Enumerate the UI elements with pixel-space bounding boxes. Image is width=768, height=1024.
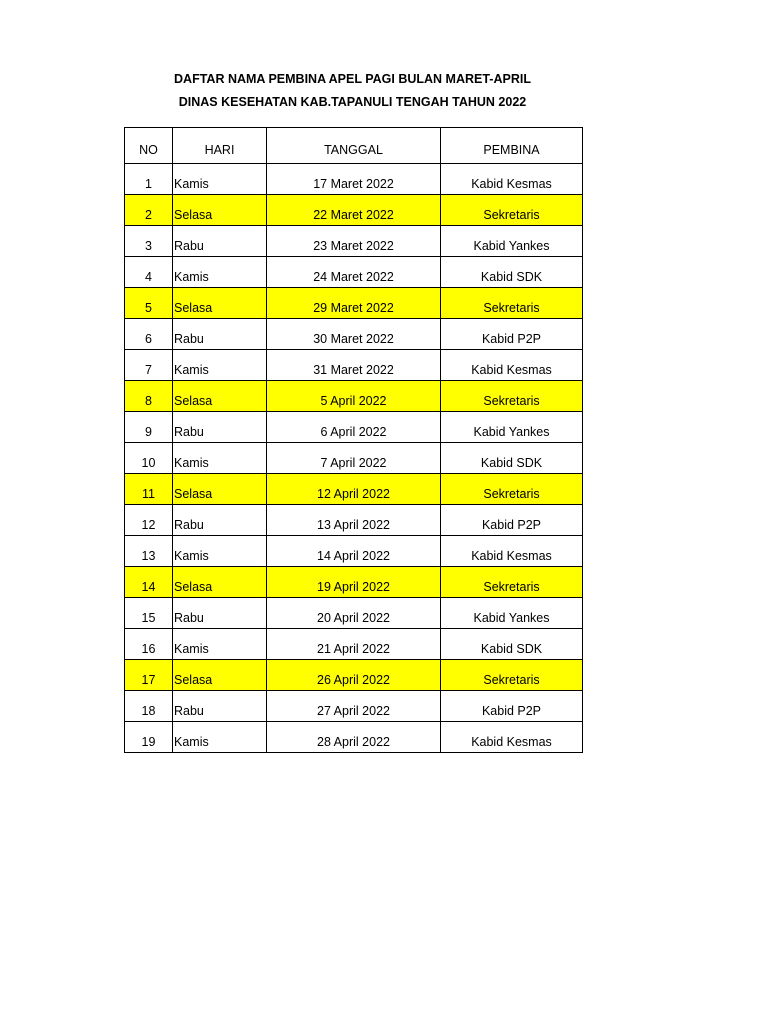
cell-hari: Kamis bbox=[173, 164, 267, 195]
cell-tanggal: 5 April 2022 bbox=[267, 381, 441, 412]
cell-no: 3 bbox=[125, 226, 173, 257]
cell-pembina: Kabid SDK bbox=[441, 443, 583, 474]
cell-no: 11 bbox=[125, 474, 173, 505]
cell-no: 19 bbox=[125, 722, 173, 753]
cell-hari: Selasa bbox=[173, 474, 267, 505]
cell-hari: Kamis bbox=[173, 443, 267, 474]
cell-hari: Selasa bbox=[173, 288, 267, 319]
cell-no: 9 bbox=[125, 412, 173, 443]
cell-pembina: Kabid SDK bbox=[441, 629, 583, 660]
cell-no: 12 bbox=[125, 505, 173, 536]
cell-pembina: Sekretaris bbox=[441, 195, 583, 226]
cell-no: 16 bbox=[125, 629, 173, 660]
cell-no: 8 bbox=[125, 381, 173, 412]
table-row bbox=[125, 381, 583, 412]
cell-no: 5 bbox=[125, 288, 173, 319]
cell-hari: Rabu bbox=[173, 226, 267, 257]
table-row bbox=[125, 443, 583, 474]
table-row bbox=[125, 474, 583, 505]
title-line-2: DINAS KESEHATAN KAB.TAPANULI TENGAH TAHUN 2022 bbox=[178, 95, 527, 109]
cell-no: 1 bbox=[125, 164, 173, 195]
cell-pembina: Sekretaris bbox=[441, 288, 583, 319]
table-row bbox=[125, 288, 583, 319]
cell-hari: Rabu bbox=[173, 319, 267, 350]
cell-hari: Selasa bbox=[173, 195, 267, 226]
cell-tanggal: 26 April 2022 bbox=[267, 660, 441, 691]
cell-tanggal: 7 April 2022 bbox=[267, 443, 441, 474]
cell-tanggal: 23 Maret 2022 bbox=[267, 226, 441, 257]
cell-pembina: Kabid P2P bbox=[441, 691, 583, 722]
cell-no: 7 bbox=[125, 350, 173, 381]
cell-hari: Rabu bbox=[173, 691, 267, 722]
cell-no: 14 bbox=[125, 567, 173, 598]
cell-no: 2 bbox=[125, 195, 173, 226]
cell-no: 15 bbox=[125, 598, 173, 629]
table-row bbox=[125, 660, 583, 691]
table-row bbox=[125, 319, 583, 350]
cell-pembina: Kabid Yankes bbox=[441, 226, 583, 257]
cell-hari: Selasa bbox=[173, 567, 267, 598]
table-body bbox=[125, 164, 583, 753]
table-row bbox=[125, 350, 583, 381]
cell-pembina: Kabid Kesmas bbox=[441, 164, 583, 195]
header-hari: HARI bbox=[173, 128, 267, 164]
table-row bbox=[125, 598, 583, 629]
cell-tanggal: 30 Maret 2022 bbox=[267, 319, 441, 350]
header-tanggal: TANGGAL bbox=[267, 128, 441, 164]
cell-tanggal: 6 April 2022 bbox=[267, 412, 441, 443]
cell-tanggal: 19 April 2022 bbox=[267, 567, 441, 598]
cell-tanggal: 14 April 2022 bbox=[267, 536, 441, 567]
cell-tanggal: 12 April 2022 bbox=[267, 474, 441, 505]
cell-hari: Rabu bbox=[173, 505, 267, 536]
cell-hari: Kamis bbox=[173, 536, 267, 567]
cell-tanggal: 31 Maret 2022 bbox=[267, 350, 441, 381]
table-row bbox=[125, 505, 583, 536]
cell-hari: Kamis bbox=[173, 257, 267, 288]
table-row bbox=[125, 412, 583, 443]
cell-pembina: Kabid Kesmas bbox=[441, 722, 583, 753]
cell-tanggal: 17 Maret 2022 bbox=[267, 164, 441, 195]
table-row bbox=[125, 567, 583, 598]
cell-pembina: Sekretaris bbox=[441, 474, 583, 505]
cell-no: 13 bbox=[125, 536, 173, 567]
cell-no: 10 bbox=[125, 443, 173, 474]
cell-hari: Kamis bbox=[173, 722, 267, 753]
cell-pembina: Kabid SDK bbox=[441, 257, 583, 288]
cell-hari: Selasa bbox=[173, 660, 267, 691]
table-row bbox=[125, 195, 583, 226]
cell-pembina: Kabid Kesmas bbox=[441, 350, 583, 381]
table-row bbox=[125, 722, 583, 753]
cell-pembina: Kabid Yankes bbox=[441, 412, 583, 443]
table-row bbox=[125, 691, 583, 722]
cell-no: 17 bbox=[125, 660, 173, 691]
table-row bbox=[125, 257, 583, 288]
header-no: NO bbox=[125, 128, 173, 164]
cell-hari: Rabu bbox=[173, 598, 267, 629]
cell-pembina: Sekretaris bbox=[441, 567, 583, 598]
cell-hari: Kamis bbox=[173, 350, 267, 381]
header-pembina: PEMBINA bbox=[441, 128, 583, 164]
cell-no: 6 bbox=[125, 319, 173, 350]
cell-tanggal: 22 Maret 2022 bbox=[267, 195, 441, 226]
cell-tanggal: 21 April 2022 bbox=[267, 629, 441, 660]
cell-hari: Selasa bbox=[173, 381, 267, 412]
title-line-1: DAFTAR NAMA PEMBINA APEL PAGI BULAN MARET-APRIL bbox=[174, 72, 531, 86]
table-row bbox=[125, 164, 583, 195]
table-row bbox=[125, 629, 583, 660]
cell-hari: Kamis bbox=[173, 629, 267, 660]
cell-tanggal: 29 Maret 2022 bbox=[267, 288, 441, 319]
cell-hari: Rabu bbox=[173, 412, 267, 443]
cell-no: 18 bbox=[125, 691, 173, 722]
table-row bbox=[125, 536, 583, 567]
cell-no: 4 bbox=[125, 257, 173, 288]
cell-pembina: Sekretaris bbox=[441, 660, 583, 691]
cell-pembina: Kabid P2P bbox=[441, 319, 583, 350]
cell-tanggal: 27 April 2022 bbox=[267, 691, 441, 722]
cell-tanggal: 20 April 2022 bbox=[267, 598, 441, 629]
cell-tanggal: 28 April 2022 bbox=[267, 722, 441, 753]
cell-pembina: Kabid P2P bbox=[441, 505, 583, 536]
cell-pembina: Sekretaris bbox=[441, 381, 583, 412]
cell-tanggal: 13 April 2022 bbox=[267, 505, 441, 536]
schedule-table bbox=[124, 127, 583, 753]
document-title bbox=[124, 68, 581, 114]
cell-pembina: Kabid Yankes bbox=[441, 598, 583, 629]
cell-tanggal: 24 Maret 2022 bbox=[267, 257, 441, 288]
cell-pembina: Kabid Kesmas bbox=[441, 536, 583, 567]
table-row bbox=[125, 226, 583, 257]
table-header-row bbox=[125, 128, 583, 164]
